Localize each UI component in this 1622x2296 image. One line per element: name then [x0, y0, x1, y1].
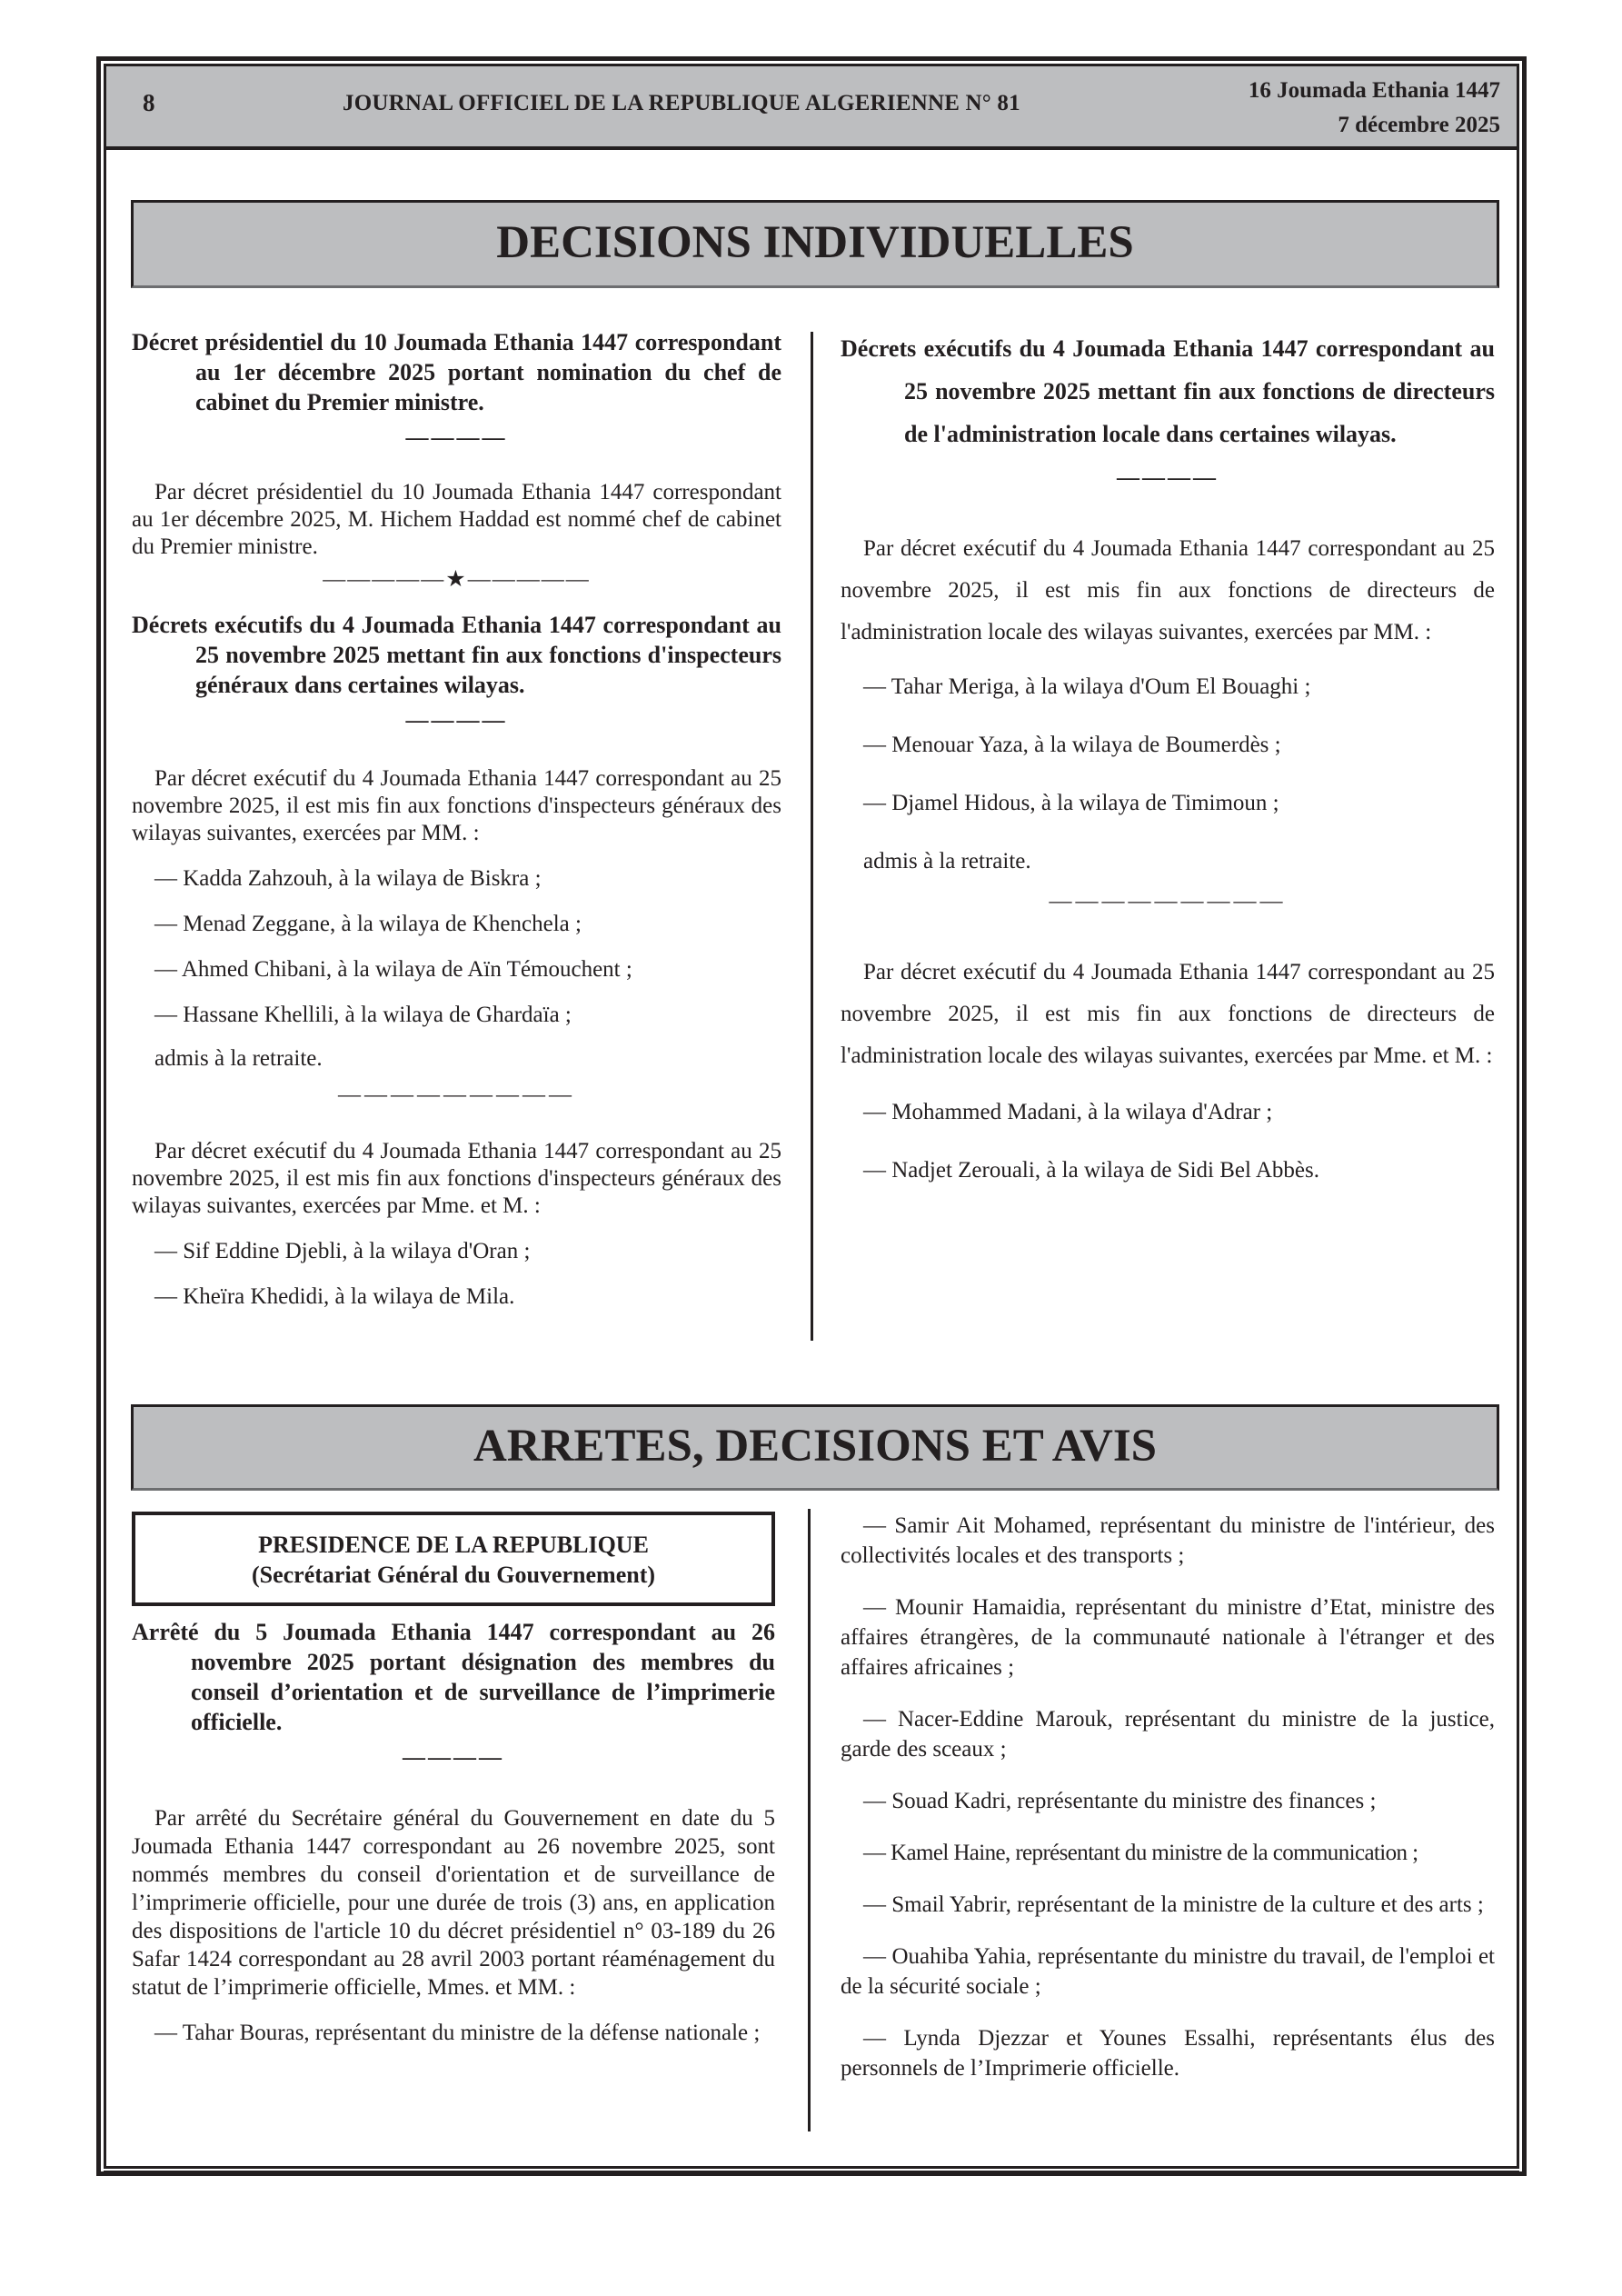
separator: ———— [1117, 465, 1219, 490]
decree-body: Par décret exécutif du 4 Joumada Ethania 1447 correspondant au 25 novembre 2025, il est mis fin aux fonctions d'inspecteurs généraux des wilayas suivantes, exercées par Mme. et M. : [132, 1139, 781, 1218]
hijri-date: 16 Joumada Ethania 1447 [1248, 78, 1500, 103]
ministry-name: PRESIDENCE DE LA REPUBLIQUE [258, 1532, 649, 1558]
list-item: — Menouar Yaza, à la wilaya de Boumerdès ; [863, 733, 1281, 757]
decree-body: Par décret exécutif du 4 Joumada Ethania 1447 correspondant au 25 novembre 2025, il est mis fin aux fonctions de directeurs de l'administration locale des wilayas suivantes, exercées par MM. : [841, 536, 1495, 644]
ministry-box [132, 1512, 775, 1606]
section-title-decisions-individuelles: DECISIONS INDIVIDUELLES [131, 200, 1499, 288]
separator: ———— [403, 1745, 504, 1770]
arrete-body: Par arrêté du Secrétaire général du Gouvernement en date du 5 Joumada Ethania 1447 correspondant au 26 novembre 2025, sont nommés membres du conseil d'orientation et de surveillance de l’imprimerie officielle, pour une durée de trois (3) ans, en application des dispositions de l'article 10 du décret présidentiel n° 03-189 du 26 Safar 1424 correspondant au 28 avril 2003 portant réaménagement du statut de l’imprimerie officielle, Mmes. et MM. : [132, 1806, 775, 2000]
issue-date [1249, 74, 1500, 143]
journal-header [106, 66, 1517, 150]
decree-title: Décrets exécutifs du 4 Joumada Ethania 1447 correspondant au 25 novembre 2025 mettant fin aux fonctions d'inspecteurs généraux dans certaines wilayas. [132, 612, 781, 698]
member-item: — Ouahiba Yahia, représentante du ministre du travail, de l'emploi et de la sécurité sociale ; [841, 1944, 1495, 1999]
separator: ———— [405, 708, 508, 733]
section1-right-column [841, 327, 1495, 1184]
journal-title: JOURNAL OFFICIEL DE LA REPUBLIQUE ALGERIENNE N° 81 [343, 91, 1020, 115]
retirement-note: admis à la retraite. [154, 1046, 323, 1071]
gregorian-date: 7 décembre 2025 [1338, 113, 1500, 137]
section1-left-column [132, 327, 781, 1311]
separator: ———— [405, 425, 508, 450]
member-item: — Lynda Djezzar et Younes Essalhi, représentants élus des personnels de l’Imprimerie officielle. [841, 2026, 1495, 2081]
list-item: — Ahmed Chibani, à la wilaya de Aïn Témouchent ; [154, 957, 632, 982]
separator: ————————— [338, 1083, 575, 1107]
list-item: — Menad Zeggane, à la wilaya de Khenchela ; [154, 912, 582, 936]
arrete-title: Arrêté du 5 Joumada Ethania 1447 correspondant au 26 novembre 2025 portant désignation des membres du conseil d’orientation et de surveillance de l’imprimerie officielle. [132, 1619, 775, 1735]
member-item: — Souad Kadri, représentante du ministre des finances ; [863, 1789, 1377, 1813]
list-item: — Hassane Khellili, à la wilaya de Ghardaïa ; [154, 1003, 572, 1027]
section2-right-column [841, 1511, 1495, 2083]
section-title-arretes: ARRETES, DECISIONS ET AVIS [131, 1404, 1499, 1491]
list-item: — Kadda Zahzouh, à la wilaya de Biskra ; [154, 866, 542, 891]
page-number: 8 [143, 89, 155, 116]
list-item: — Nadjet Zerouali, à la wilaya de Sidi Bel Abbès. [863, 1158, 1319, 1183]
list-item: — Djamel Hidous, à la wilaya de Timimoun ; [863, 791, 1279, 815]
decree-title: Décrets exécutifs du 4 Joumada Ethania 1447 correspondant au 25 novembre 2025 mettant fin aux fonctions de directeurs de l'administration locale dans certaines wilayas. [841, 335, 1495, 447]
column-divider [808, 1509, 811, 2131]
retirement-note: admis à la retraite. [863, 849, 1031, 873]
list-item: — Kheïra Khedidi, à la wilaya de Mila. [154, 1284, 515, 1309]
list-item: — Sif Eddine Djebli, à la wilaya d'Oran ; [154, 1239, 531, 1263]
sub-ministry-name: (Secrétariat Général du Gouvernement) [251, 1562, 656, 1588]
column-divider [811, 332, 813, 1341]
star-separator: —————★————— [323, 567, 591, 592]
decree-body: Par décret exécutif du 4 Joumada Ethania 1447 correspondant au 25 novembre 2025, il est mis fin aux fonctions d'inspecteurs généraux des wilayas suivantes, exercées par MM. : [132, 766, 781, 845]
member-item: — Samir Ait Mohamed, représentant du ministre de l'intérieur, des collectivités locales et des transports ; [841, 1513, 1495, 1568]
list-item: — Mohammed Madani, à la wilaya d'Adrar ; [863, 1100, 1273, 1124]
member-item: — Nacer-Eddine Marouk, représentant du ministre de la justice, garde des sceaux ; [841, 1707, 1495, 1762]
list-item: — Tahar Meriga, à la wilaya d'Oum El Bouaghi ; [863, 674, 1311, 699]
member-item: — Tahar Bouras, représentant du ministre de la défense nationale ; [154, 2021, 761, 2045]
decree-body: Par décret présidentiel du 10 Joumada Ethania 1447 correspondant au 1er décembre 2025, M. Hichem Haddad est nommé chef de cabinet du Premier ministre. [132, 480, 781, 559]
section2-left-column [132, 1512, 775, 2047]
decree-title: Décret présidentiel du 10 Joumada Ethania 1447 correspondant au 1er décembre 2025 portant nomination du chef de cabinet du Premier ministre. [132, 329, 781, 415]
member-item: — Smail Yabrir, représentant de la ministre de la culture et des arts ; [863, 1892, 1484, 1917]
member-item: — Kamel Haine, représentant du ministre de la communication ; [863, 1841, 1418, 1865]
decree-body: Par décret exécutif du 4 Joumada Ethania 1447 correspondant au 25 novembre 2025, il est mis fin aux fonctions de directeurs de l'administration locale des wilayas suivantes, exercées par Mme. et M. : [841, 960, 1495, 1068]
separator: ————————— [1049, 889, 1287, 913]
member-item: — Mounir Hamaidia, représentant du ministre d’Etat, ministre des affaires étrangères, de la communauté nationale à l'étranger et des affaires africaines ; [841, 1595, 1495, 1680]
